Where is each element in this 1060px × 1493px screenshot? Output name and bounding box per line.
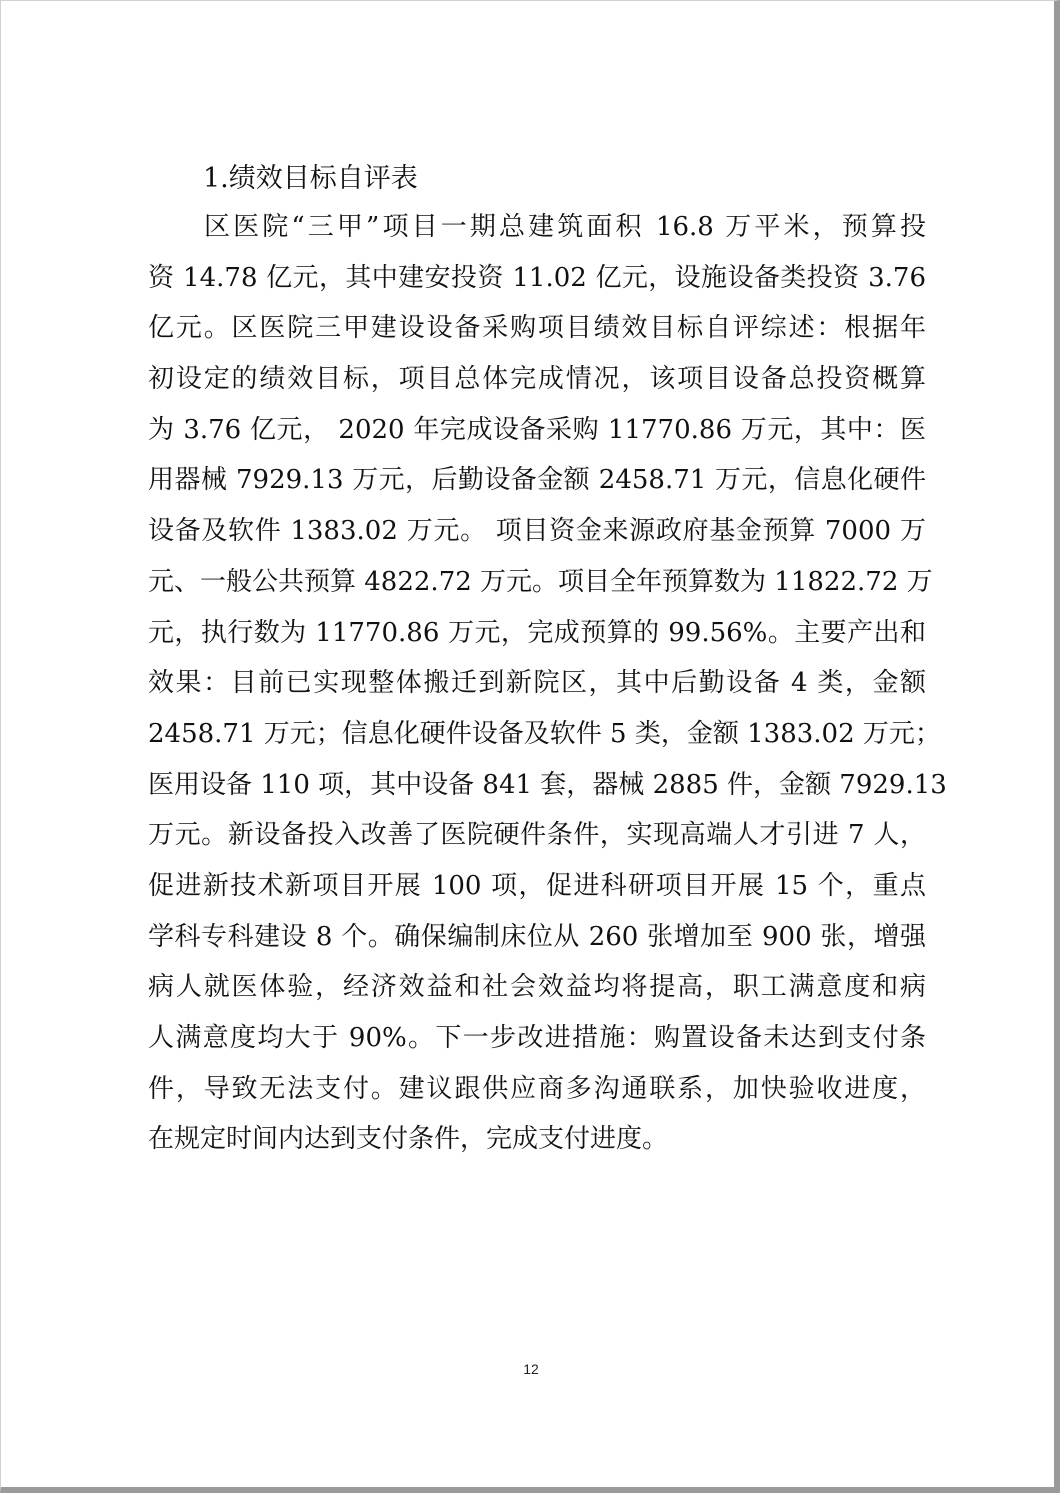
body-paragraph (148, 205, 947, 1168)
paragraph-line: 学科专科建设 8 个。确保编制床位从 260 张增加至 900 张，增强 (148, 921, 926, 952)
paragraph-line: 元，执行数为 11770.86 万元，完成预算的 99.56%。主要产出和 (148, 617, 926, 648)
paragraph-line: 医用设备 110 项，其中设备 841 套，器械 2885 件，金额 7929.13 (148, 769, 947, 800)
paragraph-line: 为 3.76 亿元， 2020 年完成设备采购 11770.86 万元，其中：医 (148, 414, 926, 445)
paragraph-line: 设备及软件 1383.02 万元。 项目资金来源政府基金预算 7000 万 (148, 516, 926, 547)
paragraph-line: 用器械 7929.13 万元，后勤设备金额 2458.71 万元，信息化硬件 (148, 465, 926, 496)
section-heading: 1.绩效目标自评表 (203, 163, 418, 194)
paragraph-line: 人满意度均大于 90%。下一步改进措施：购置设备未达到支付条 (148, 1023, 926, 1053)
page-number: 12 (523, 1361, 539, 1377)
paragraph-line: 万元。新设备投入改善了医院硬件条件，实现高端人才引进 7 人， (148, 820, 926, 851)
paragraph-line: 病人就医体验，经济效益和社会效益均将提高，职工满意度和病 (148, 972, 926, 1003)
paragraph-line: 初设定的绩效目标，项目总体完成情况，该项目设备总投资概算 (148, 364, 926, 395)
paragraph-line: 亿元。区医院三甲建设设备采购项目绩效目标自评综述：根据年 (148, 313, 926, 344)
paragraph-line: 促进新技术新项目开展 100 项，促进科研项目开展 15 个，重点 (148, 870, 926, 901)
paragraph-line: 件，导致无法支付。建议跟供应商多沟通联系，加快验收进度， (148, 1073, 926, 1104)
paragraph-line: 元、一般公共预算 4822.72 万元。项目全年预算数为 11822.72 万 (148, 566, 933, 597)
paragraph-line: 效果：目前已实现整体搬迁到新院区，其中后勤设备 4 类，金额 (148, 668, 926, 699)
paragraph-line: 区医院“三甲”项目一期总建筑面积 16.8 万平米，预算投 (204, 212, 926, 242)
paragraph-line: 资 14.78 亿元，其中建安投资 11.02 亿元，设施设备类投资 3.76 (148, 262, 926, 293)
paragraph-line: 2458.71 万元；信息化硬件设备及软件 5 类，金额 1383.02 万元； (148, 718, 941, 749)
paragraph-line: 在规定时间内达到支付条件，完成支付进度。 (148, 1124, 669, 1155)
